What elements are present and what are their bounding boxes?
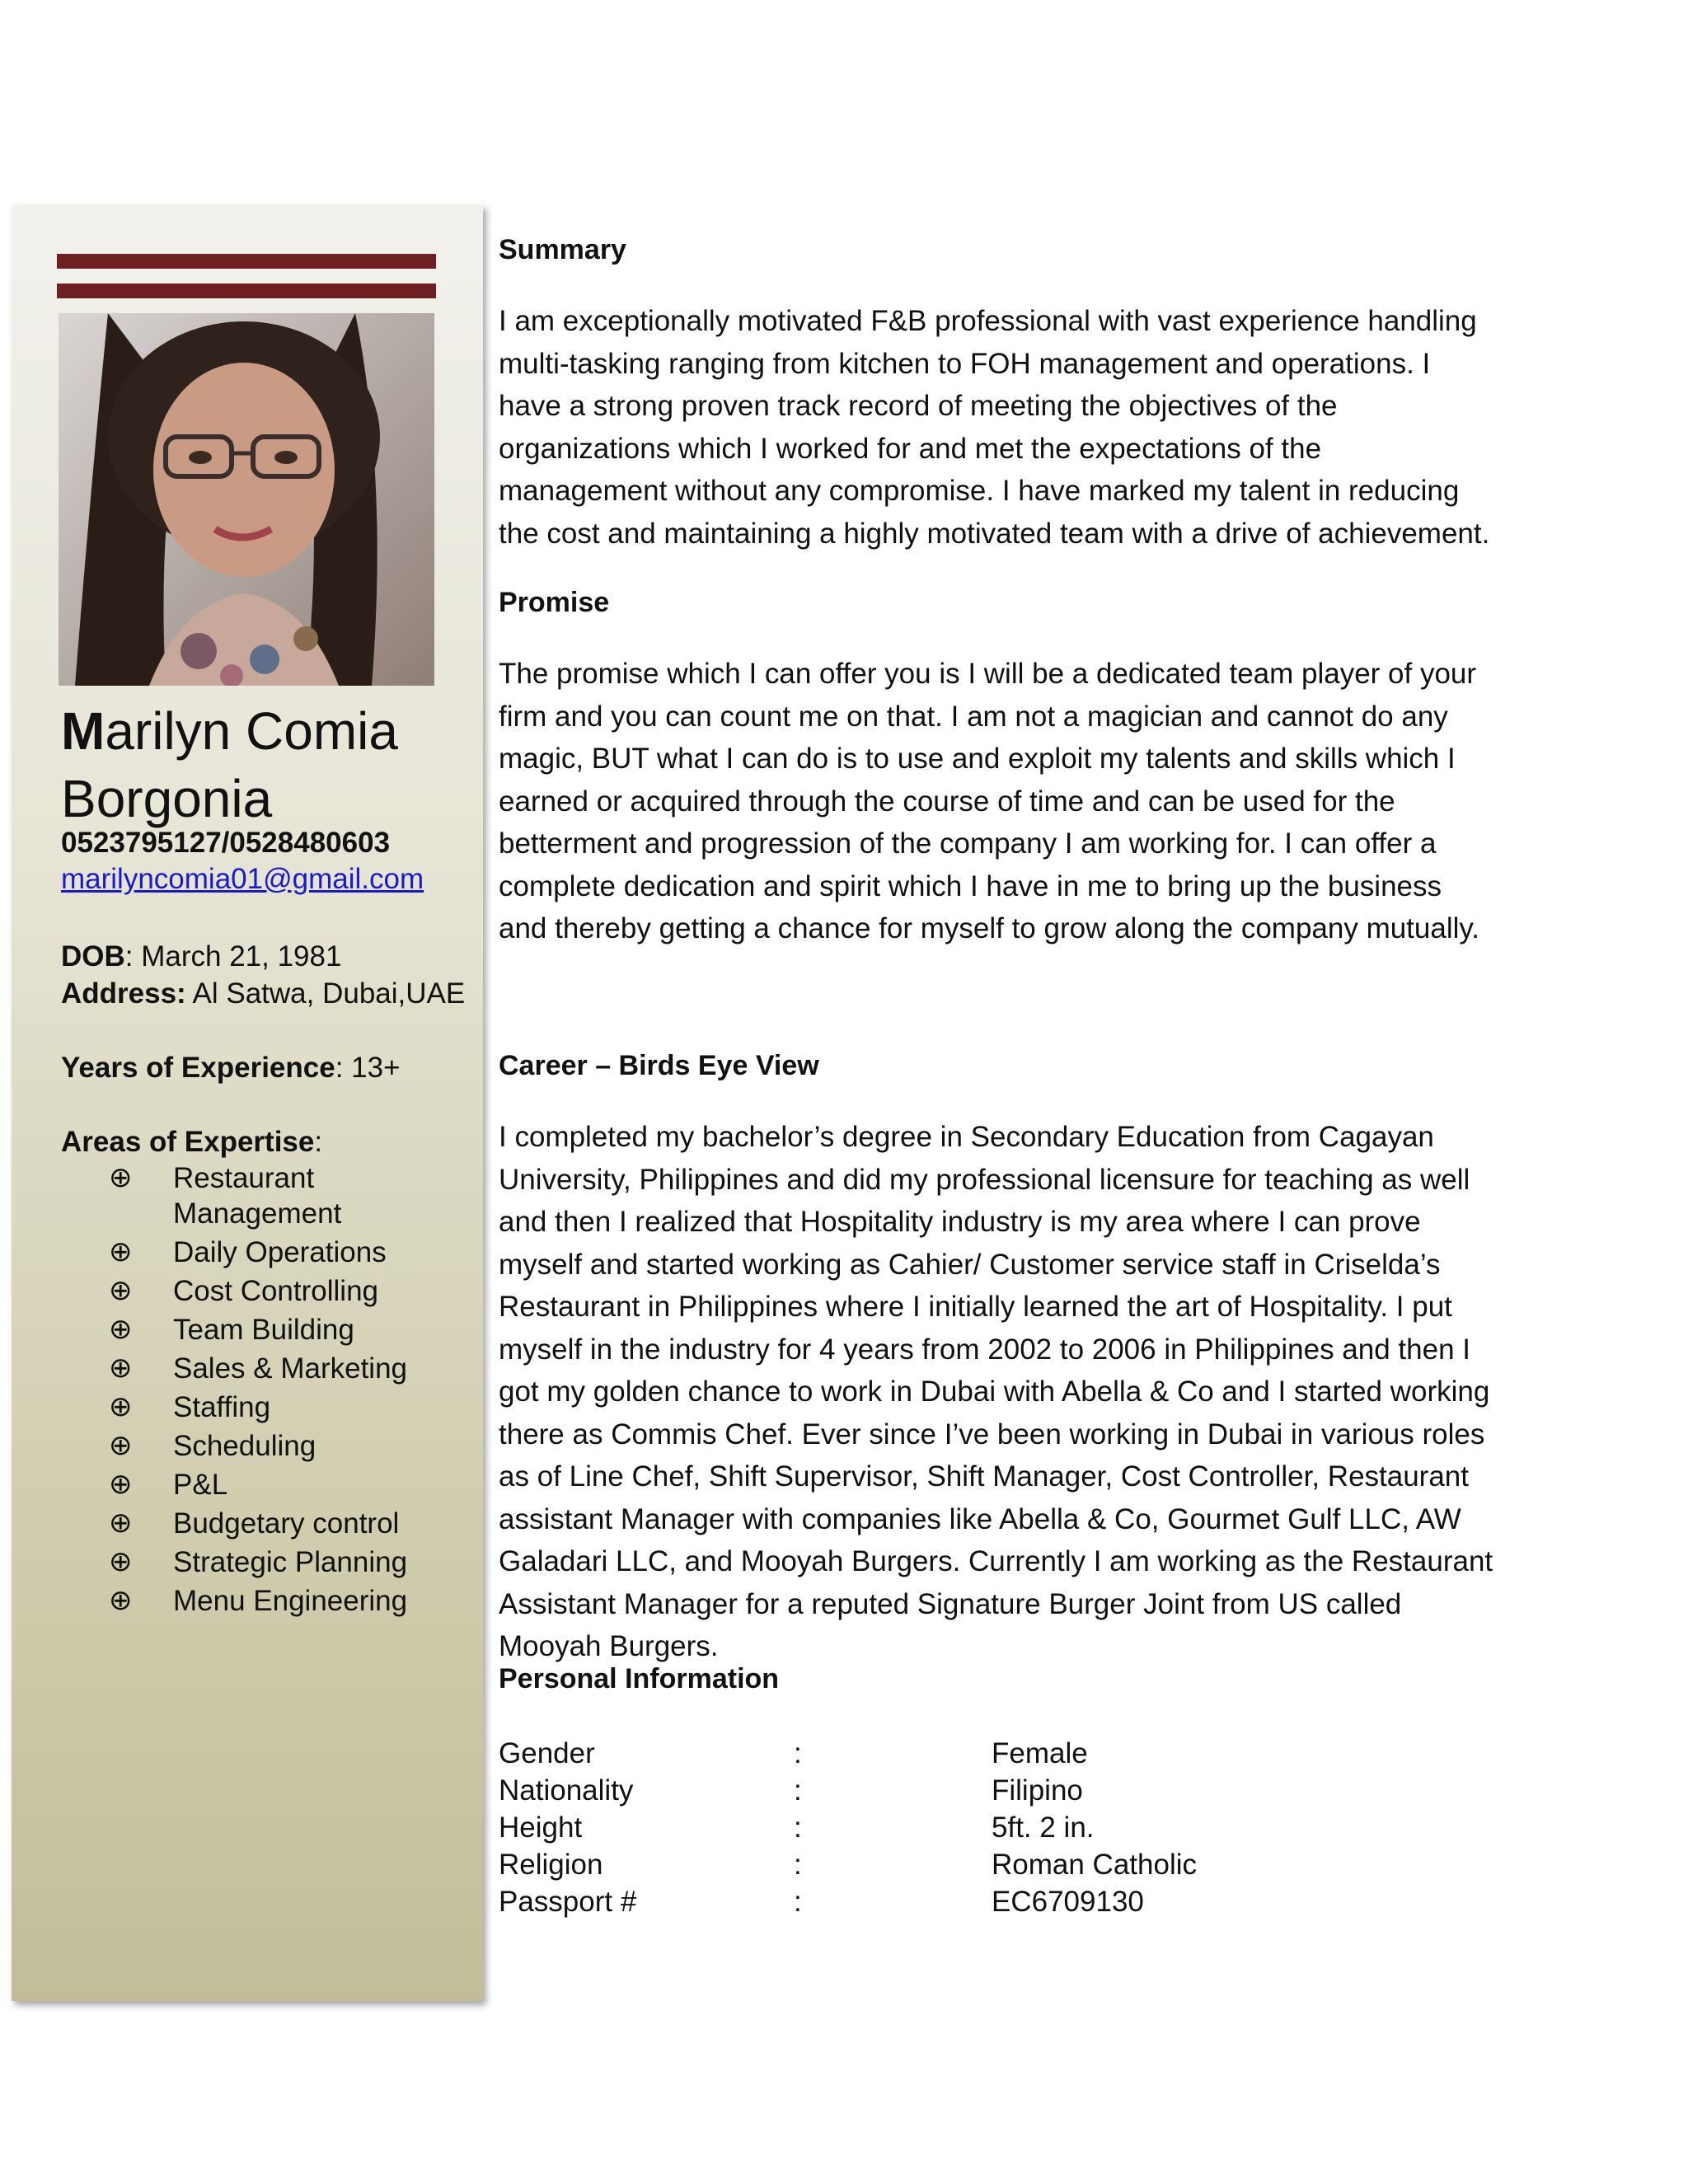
list-item: ⊕ Staffing	[109, 1391, 271, 1423]
circled-plus-icon: ⊕	[109, 1469, 133, 1500]
personal-info-row	[499, 1811, 1405, 1849]
nationality-label: Nationality	[499, 1774, 634, 1807]
list-item: ⊕ Cost Controlling	[109, 1275, 378, 1307]
list-item: ⊕ Restaurant Management	[109, 1162, 342, 1230]
address-line	[61, 975, 465, 1013]
circled-plus-icon: ⊕	[109, 1546, 133, 1577]
list-item: ⊕ Menu Engineering	[109, 1585, 408, 1617]
circled-plus-icon: ⊕	[109, 1236, 133, 1268]
decorative-bar-top	[57, 254, 436, 269]
name-rest: arilyn Comia Borgonia	[61, 701, 398, 828]
circled-plus-icon: ⊕	[109, 1314, 133, 1345]
row-colon: :	[794, 1774, 802, 1807]
list-item: ⊕ Budgetary control	[109, 1507, 400, 1540]
passport-label: Passport #	[499, 1886, 637, 1918]
nationality-value: Filipino	[992, 1774, 1083, 1807]
religion-label: Religion	[499, 1849, 603, 1881]
expertise-suffix: :	[314, 1126, 323, 1158]
career-text: I completed my bachelor’s degree in Secondary Education from Cagayan University, Philippines and did my professional licensure for teaching as well and then I realized that Hospitality industry is my area where I can prove myself and started working as Cahier/ Customer service staff in Criselda’s Restaurant in Philippines where I initially learned the art of Hospitality. I put myself in the industry for 4 years from 2002 to 2006 in Philippines and then I got my golden chance to work in Dubai with Abella & Co and I started working there as Commis Chef. Ever since I’ve been working in Dubai in various roles as of Line Chef, Shift Supervisor, Shift Manager, Cost Controller, Restaurant assistant Manager with companies like Abella & Co, Gourmet Gulf LLC, AW Galadari LLC, and Mooyah Burgers. Currently I am working as the Restaurant Assistant Manager for a reputed Signature Burger Joint from US called Mooyah Burgers.	[499, 1121, 1493, 1662]
dob-value: : March 21, 1981	[124, 940, 342, 972]
circled-plus-icon: ⊕	[109, 1352, 133, 1384]
list-item: ⊕ Daily Operations	[109, 1236, 387, 1268]
passport-value: EC6709130	[992, 1886, 1144, 1918]
expertise-label: Areas of Expertise	[61, 1126, 315, 1158]
summary-heading: Summary	[499, 234, 626, 265]
list-item: ⊕ Team Building	[109, 1314, 354, 1346]
promise-text: The promise which I can offer you is I will be a dedicated team player of your firm and you can count me on that. I am not a magician and cannot do any magic, BUT what I can do is to use and exploit my talents and skills which I earned or acquired through the course of time and can be used for the betterment and progression of the company I am working for. I can offer a complete dedication and spirit which I have in me to bring up the business and thereby getting a chance for myself to grow along the company mutually.	[499, 658, 1480, 944]
circled-plus-icon: ⊕	[109, 1391, 133, 1422]
personal-info-row	[499, 1849, 1405, 1886]
gender-value: Female	[992, 1737, 1088, 1769]
height-label: Height	[499, 1811, 583, 1844]
career-heading: Career – Birds Eye View	[499, 1050, 819, 1081]
religion-value: Roman Catholic	[992, 1849, 1197, 1881]
summary-text: I am exceptionally motivated F&B professional with vast experience handling multi-tasking ranging from kitchen to FOH management and operations. I have a strong proven track record of meeting the objectives of the organizations which I worked for and met the expectations of the management without any compromise. I have marked my talent in reducing the cost and maintaining a highly motivated team with a drive of achievement.	[499, 305, 1490, 550]
candidate-name	[61, 697, 473, 832]
row-colon: :	[794, 1737, 802, 1769]
personal-info-heading: Personal Information	[499, 1663, 780, 1694]
expertise-list	[109, 1160, 471, 1622]
list-item: ⊕ Scheduling	[109, 1430, 316, 1462]
expertise-heading	[61, 1123, 322, 1161]
address-label: Address:	[61, 977, 186, 1010]
decorative-bar-bottom	[57, 284, 436, 298]
circled-plus-icon: ⊕	[109, 1585, 133, 1616]
row-colon: :	[794, 1811, 802, 1844]
experience-value: : 13+	[335, 1052, 401, 1084]
phone-number: 0523795127/0528480603	[61, 827, 391, 859]
email-link[interactable]: marilyncomia01@gmail.com	[61, 863, 424, 895]
personal-info-row	[499, 1886, 1405, 1923]
experience-label: Years of Experience	[61, 1052, 335, 1084]
name-initial: M	[61, 701, 106, 761]
personal-info-row	[499, 1737, 1405, 1774]
row-colon: :	[794, 1849, 802, 1881]
dob-label: DOB	[61, 940, 125, 972]
dob-line	[61, 938, 341, 976]
gender-label: Gender	[499, 1737, 595, 1769]
promise-heading: Promise	[499, 587, 610, 618]
circled-plus-icon: ⊕	[109, 1507, 133, 1539]
list-item: ⊕ P&L	[109, 1469, 228, 1501]
profile-photo	[59, 313, 434, 686]
height-value: 5ft. 2 in.	[992, 1811, 1095, 1844]
address-value: Al Satwa, Dubai,UAE	[185, 977, 466, 1010]
circled-plus-icon: ⊕	[109, 1275, 133, 1306]
list-item: ⊕ Strategic Planning	[109, 1546, 408, 1578]
circled-plus-icon: ⊕	[109, 1162, 133, 1193]
circled-plus-icon: ⊕	[109, 1430, 133, 1461]
experience-line	[61, 1049, 401, 1087]
row-colon: :	[794, 1886, 802, 1918]
personal-info-row	[499, 1774, 1405, 1811]
profile-sidebar	[12, 204, 483, 2001]
list-item: ⊕ Sales & Marketing	[109, 1352, 408, 1385]
